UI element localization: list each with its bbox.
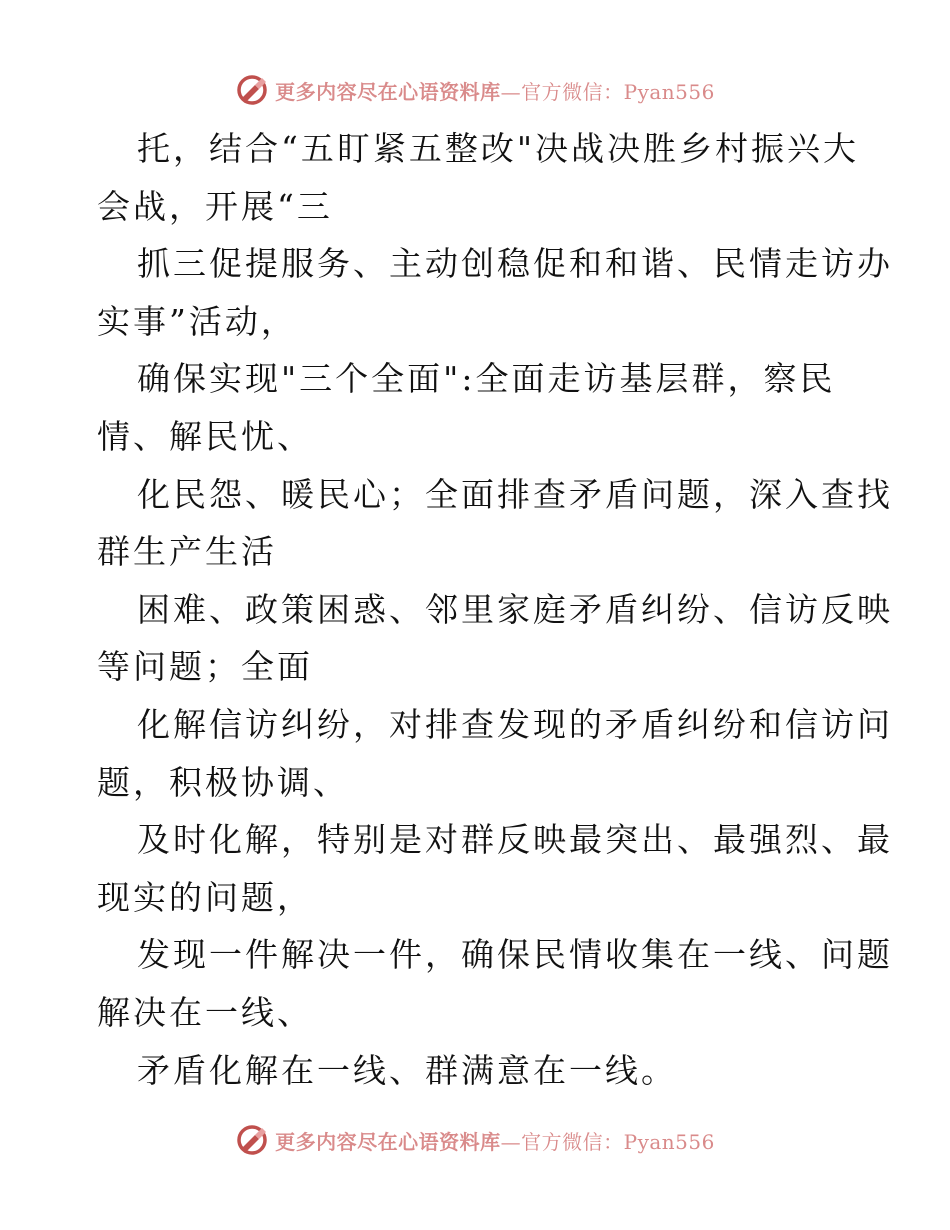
- text-line-12: 题，积极协调、: [97, 762, 349, 802]
- header-banner: [0, 70, 950, 110]
- footer-banner-bold: 更多内容尽在心语资料库: [275, 1129, 501, 1154]
- text-line-4: 实事”活动，: [97, 301, 297, 341]
- header-banner-bold: 更多内容尽在心语资料库: [275, 79, 501, 104]
- pen-logo-icon: [235, 1123, 269, 1157]
- document-body: [97, 120, 893, 1099]
- footer-banner: [0, 1120, 950, 1160]
- pen-logo-icon: [235, 73, 269, 107]
- text-line-6: 情、解民忧、: [97, 416, 313, 456]
- text-line-3: 抓三促提服务、主动创稳促和和谐、民情走访办: [137, 244, 893, 284]
- text-line-11: 化解信访纠纷，对排查发现的矛盾纠纷和信访问: [137, 704, 893, 744]
- footer-banner-text: [275, 1126, 715, 1155]
- text-line-7: 化民怨、暖民心；全面排查矛盾问题，深入查找: [137, 474, 893, 514]
- text-line-13: 及时化解，特别是对群反映最突出、最强烈、最: [137, 820, 893, 860]
- text-line-15: 发现一件解决一件，确保民情收集在一线、问题: [137, 935, 893, 975]
- text-line-9: 困难、政策困惑、邻里家庭矛盾纠纷、信访反映: [137, 589, 893, 629]
- header-banner-text: [275, 76, 715, 105]
- text-line-16: 解决在一线、: [97, 992, 313, 1032]
- text-line-5: 确保实现"三个全面":全面走访基层群，察民: [137, 359, 836, 399]
- text-line-1: 托，结合“五盯紧五整改"决战决胜乡村振兴大: [137, 129, 860, 168]
- text-line-17: 矛盾化解在一线、群满意在一线。: [137, 1050, 677, 1090]
- text-line-2: 会战，开展“三: [97, 186, 333, 226]
- text-line-8: 群生产生活: [97, 532, 277, 572]
- footer-banner-light: —官方微信：Pyan556: [500, 1129, 715, 1154]
- header-banner-light: —官方微信：Pyan556: [500, 79, 715, 104]
- text-line-10: 等问题；全面: [97, 647, 313, 687]
- text-line-14: 现实的问题，: [97, 877, 313, 917]
